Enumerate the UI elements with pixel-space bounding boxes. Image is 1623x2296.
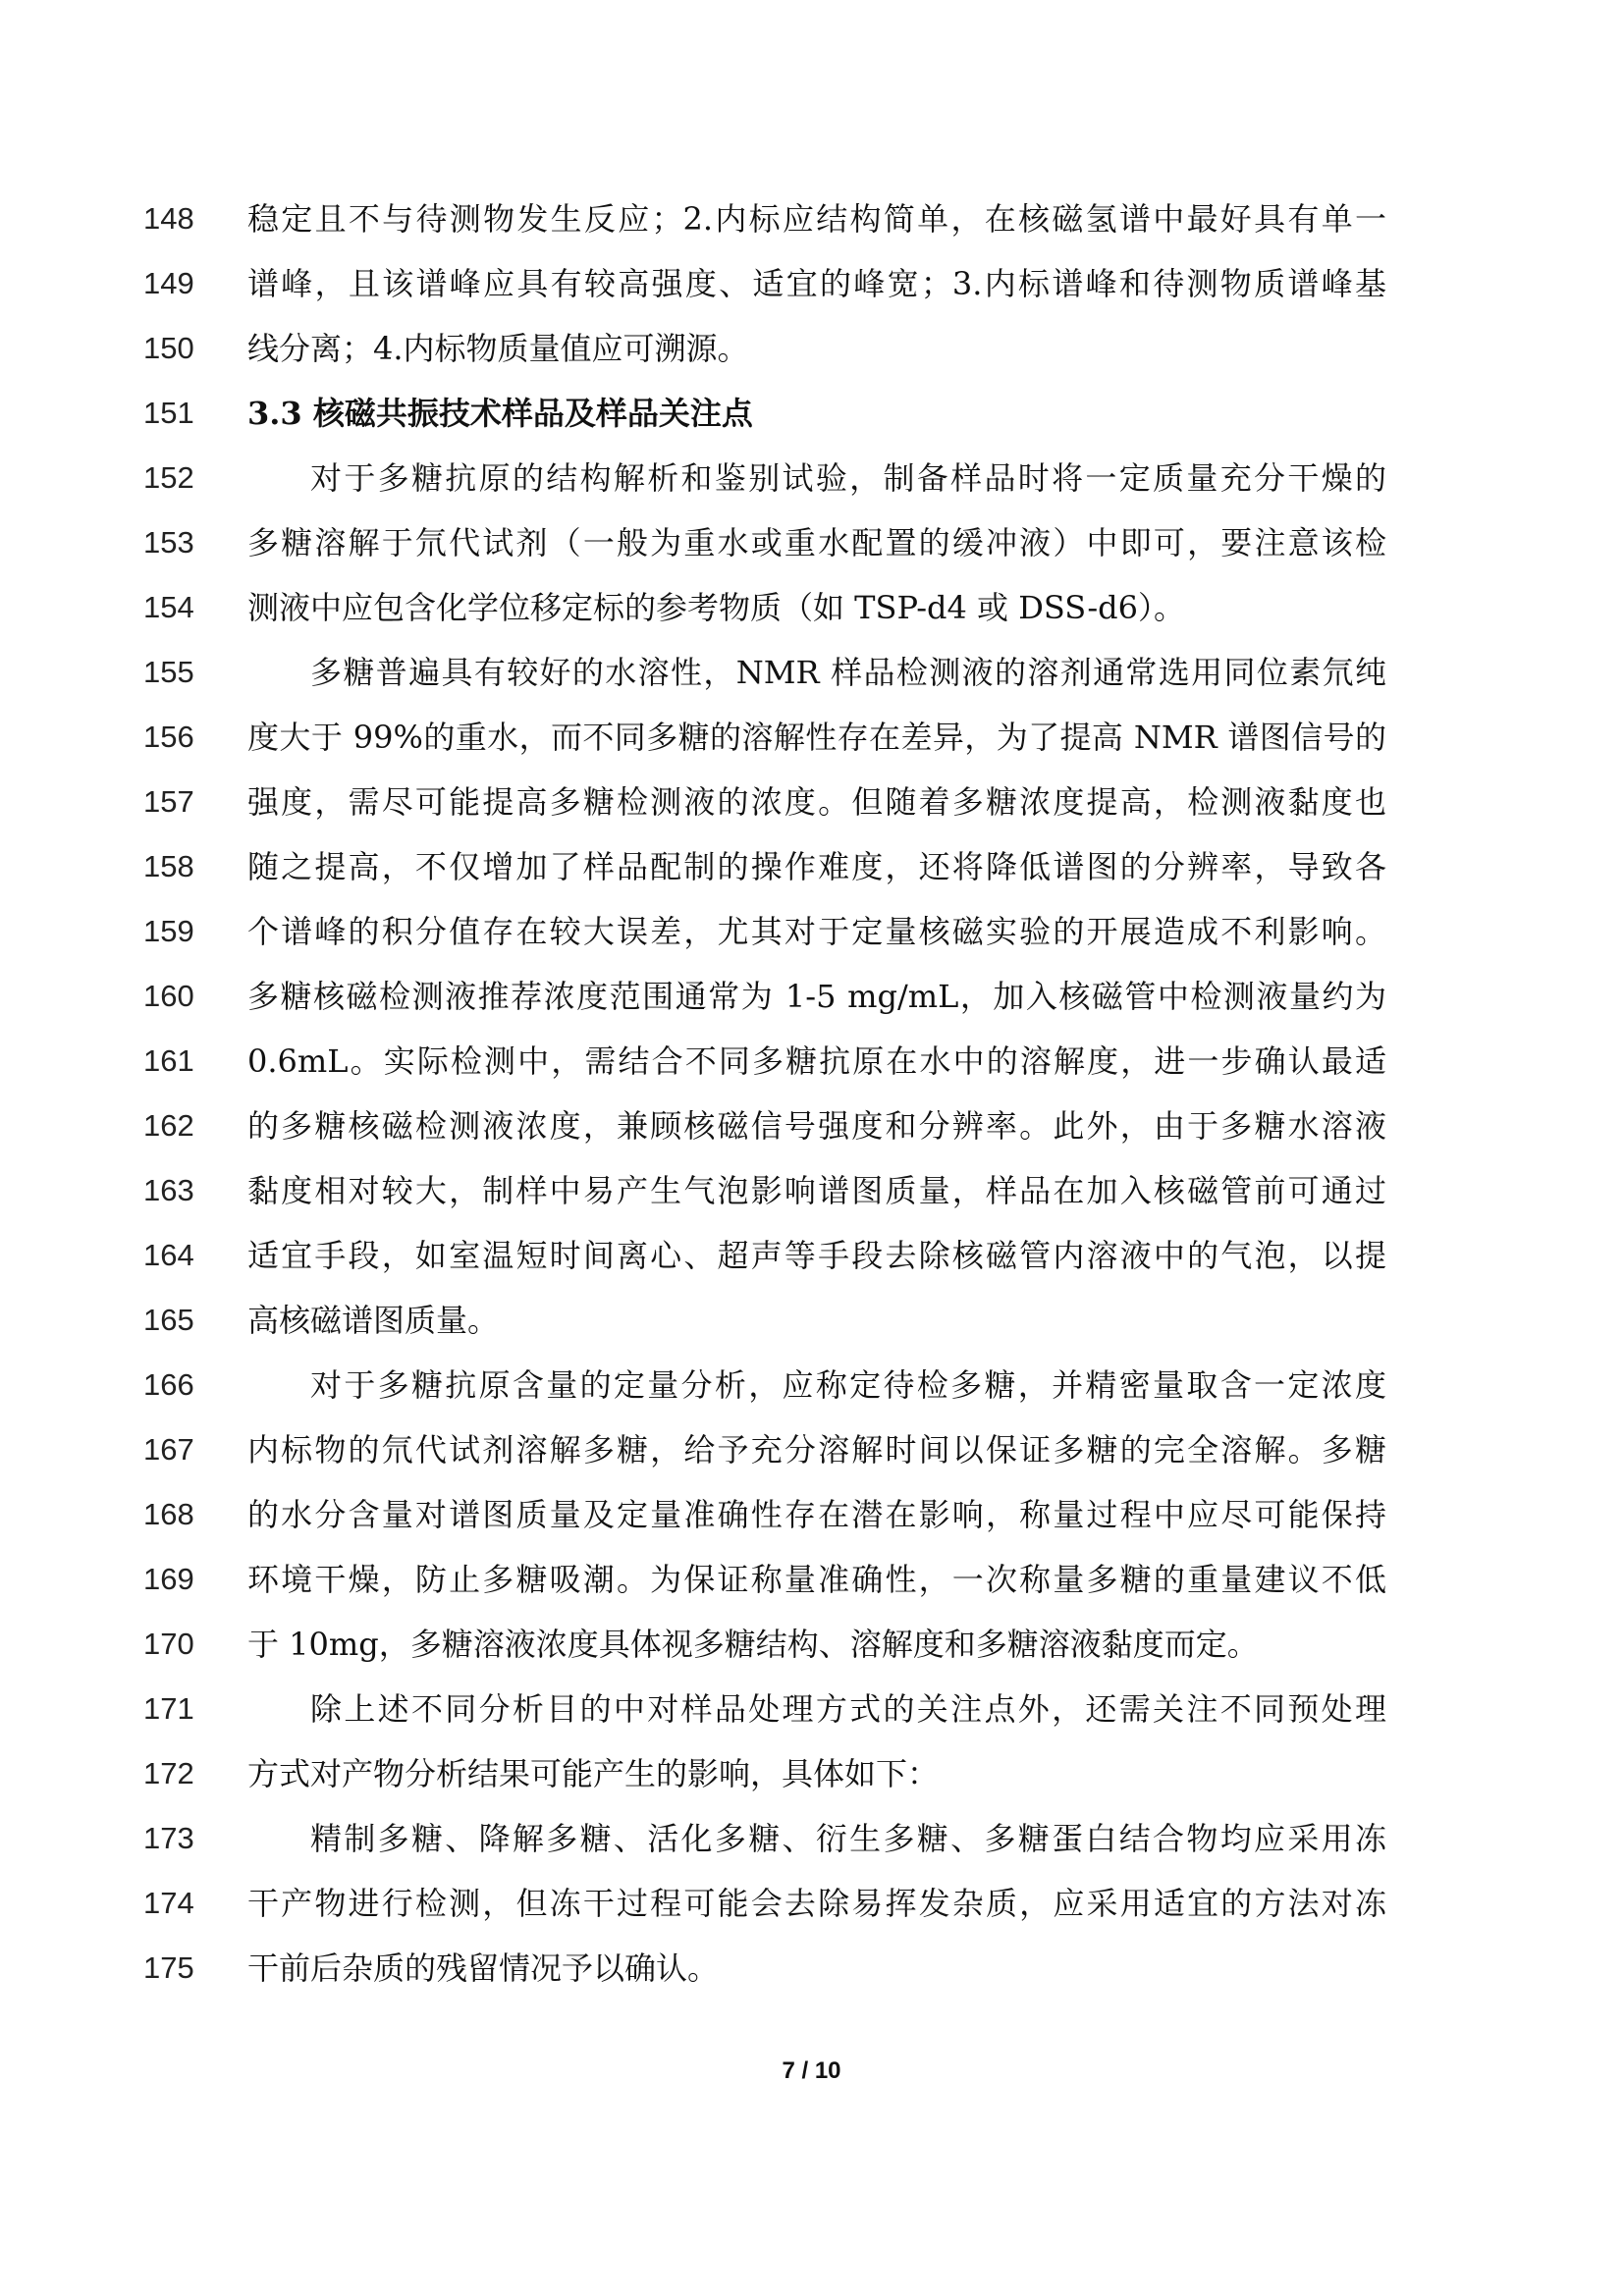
- line-text: 于 10mg，多糖溶液浓度具体视多糖结构、溶解度和多糖溶液黏度而定。: [247, 1626, 1259, 1663]
- line-text: 对于多糖抗原的结构解析和鉴别试验，制备样品时将一定质量充分干燥的: [310, 459, 1386, 497]
- line-text: 测液中应包含化学位移定标的参考物质（如 TSP-d4 或 DSS-d6）。: [247, 589, 1185, 626]
- line-number: 153: [143, 525, 194, 560]
- line-number: 175: [143, 1950, 194, 1985]
- line-text: 稳定且不与待测物发生反应；2.内标应结构简单，在核磁氢谱中最好具有单一: [247, 200, 1386, 238]
- line-number: 161: [143, 1043, 194, 1078]
- line-number: 166: [143, 1367, 194, 1402]
- text-line: [0, 640, 1623, 705]
- line-number: 163: [143, 1173, 194, 1207]
- text-line: [0, 1741, 1623, 1806]
- line-text: 精制多糖、降解多糖、活化多糖、衍生多糖、多糖蛋白结合物均应采用冻: [310, 1820, 1386, 1857]
- text-line: [0, 1936, 1623, 2001]
- line-number: 172: [143, 1756, 194, 1790]
- line-text: 对于多糖抗原含量的定量分析，应称定待检多糖，并精密量取含一定浓度: [310, 1366, 1386, 1404]
- line-number: 174: [143, 1886, 194, 1920]
- text-line: [0, 1482, 1623, 1547]
- line-number: 151: [143, 396, 194, 430]
- text-line: [0, 1158, 1623, 1223]
- text-line: [0, 899, 1623, 964]
- line-number: 170: [143, 1627, 194, 1661]
- line-number: 156: [143, 720, 194, 754]
- line-text: 0.6mL。实际检测中，需结合不同多糖抗原在水中的溶解度，进一步确认最适: [247, 1042, 1386, 1080]
- line-number: 165: [143, 1303, 194, 1337]
- text-line: [0, 381, 1623, 446]
- line-number: 149: [143, 266, 194, 300]
- text-line: [0, 510, 1623, 575]
- text-line: [0, 705, 1623, 770]
- line-text: 随之提高，不仅增加了样品配制的操作难度，还将降低谱图的分辨率，导致各: [247, 848, 1386, 885]
- line-number: 155: [143, 655, 194, 689]
- line-text: 高核磁谱图质量。: [247, 1302, 500, 1339]
- line-text: 方式对产物分析结果可能产生的影响，具体如下：: [247, 1755, 940, 1792]
- text-line: [0, 834, 1623, 899]
- line-text: 个谱峰的积分值存在较大误差，尤其对于定量核磁实验的开展造成不利影响。: [247, 913, 1386, 950]
- line-number: 162: [143, 1108, 194, 1143]
- line-number: 148: [143, 201, 194, 236]
- page-number: 7 / 10: [782, 2057, 841, 2084]
- line-number: 168: [143, 1497, 194, 1531]
- text-line: [0, 964, 1623, 1029]
- section-heading: 3.3 核磁共振技术样品及样品关注点: [247, 395, 753, 432]
- line-text: 线分离；4.内标物质量值应可溯源。: [247, 330, 749, 367]
- text-line: [0, 1094, 1623, 1158]
- line-text: 适宜手段，如室温短时间离心、超声等手段去除核磁管内溶液中的气泡，以提: [247, 1237, 1386, 1274]
- line-number: 173: [143, 1821, 194, 1855]
- line-text: 度大于 99%的重水，而不同多糖的溶解性存在差异，为了提高 NMR 谱图信号的: [247, 719, 1386, 756]
- text-line: [0, 1029, 1623, 1094]
- text-line: [0, 1871, 1623, 1936]
- line-number: 154: [143, 590, 194, 624]
- text-line: [0, 1806, 1623, 1871]
- line-number: 150: [143, 331, 194, 365]
- text-line: [0, 1353, 1623, 1417]
- line-text: 的多糖核磁检测液浓度，兼顾核磁信号强度和分辨率。此外，由于多糖水溶液: [247, 1107, 1386, 1145]
- line-text: 内标物的氘代试剂溶解多糖，给予充分溶解时间以保证多糖的完全溶解。多糖: [247, 1431, 1386, 1468]
- line-number: 152: [143, 460, 194, 495]
- line-number: 164: [143, 1238, 194, 1272]
- text-line: [0, 251, 1623, 316]
- line-number: 167: [143, 1432, 194, 1467]
- line-text: 的水分含量对谱图质量及定量准确性存在潜在影响，称量过程中应尽可能保持: [247, 1496, 1386, 1533]
- line-text: 黏度相对较大，制样中易产生气泡影响谱图质量，样品在加入核磁管前可通过: [247, 1172, 1386, 1209]
- text-line: [0, 1223, 1623, 1288]
- line-text: 多糖溶解于氘代试剂（一般为重水或重水配置的缓冲液）中即可，要注意该检: [247, 524, 1386, 561]
- line-text: 干产物进行检测，但冻干过程可能会去除易挥发杂质，应采用适宜的方法对冻: [247, 1885, 1386, 1922]
- line-number: 171: [143, 1691, 194, 1726]
- text-line: [0, 575, 1623, 640]
- line-text: 多糖普遍具有较好的水溶性，NMR 样品检测液的溶剂通常选用同位素氘纯: [310, 654, 1386, 691]
- line-text: 除上述不同分析目的中对样品处理方式的关注点外，还需关注不同预处理: [310, 1690, 1386, 1728]
- line-number: 157: [143, 784, 194, 819]
- line-number: 169: [143, 1562, 194, 1596]
- line-number: 160: [143, 979, 194, 1013]
- line-number: 159: [143, 914, 194, 948]
- text-line: [0, 1547, 1623, 1612]
- line-number: 158: [143, 849, 194, 883]
- text-line: [0, 1417, 1623, 1482]
- line-text: 多糖核磁检测液推荐浓度范围通常为 1-5 mg/mL，加入核磁管中检测液量约为: [247, 978, 1386, 1015]
- line-text: 强度，需尽可能提高多糖检测液的浓度。但随着多糖浓度提高，检测液黏度也: [247, 783, 1386, 821]
- line-text: 谱峰，且该谱峰应具有较高强度、适宜的峰宽；3.内标谱峰和待测物质谱峰基: [247, 265, 1386, 302]
- line-text: 环境干燥，防止多糖吸潮。为保证称量准确性，一次称量多糖的重量建议不低: [247, 1561, 1386, 1598]
- text-line: [0, 316, 1623, 381]
- text-line: [0, 770, 1623, 834]
- line-text: 干前后杂质的残留情况予以确认。: [247, 1949, 720, 1987]
- text-line: [0, 1612, 1623, 1677]
- text-line: [0, 187, 1623, 251]
- text-line: [0, 1288, 1623, 1353]
- text-line: [0, 446, 1623, 510]
- text-line: [0, 1677, 1623, 1741]
